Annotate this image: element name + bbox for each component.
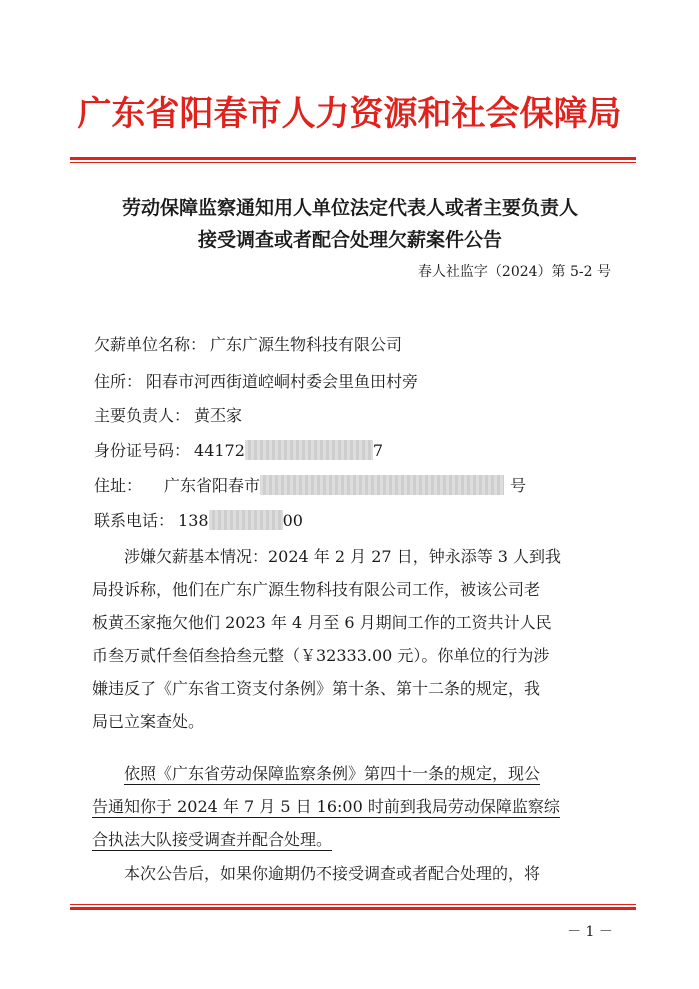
company-field — [94, 333, 402, 357]
phone-field — [94, 509, 303, 533]
id-prefix: 44172 — [194, 441, 245, 460]
premises-field — [94, 370, 418, 394]
legal-basis-line — [92, 757, 612, 790]
footer-rule-thin — [70, 904, 636, 905]
case-summary-line: 局投诉称，他们在广东广源生物科技有限公司工作，被该公司老 — [92, 580, 541, 599]
phone-label: 联系电话： — [94, 511, 175, 530]
address-field — [94, 474, 526, 498]
company-value: 广东广源生物科技有限公司 — [210, 335, 403, 354]
id-label: 身份证号码： — [94, 441, 191, 460]
case-summary-line: 币叁万贰仟叁佰叁拾叁元整（￥32333.00 元）。你单位的行为涉 — [92, 646, 550, 665]
company-label: 欠薪单位名称： — [94, 335, 207, 354]
phone-prefix: 138 — [178, 511, 209, 530]
phone-redaction — [209, 510, 283, 530]
organization-header: 广东省阳春市人力资源和社会保障局 — [77, 94, 622, 134]
address-prefix: 广东省阳春市 — [164, 476, 261, 495]
premises-label: 住所： — [94, 372, 143, 391]
case-summary-paragraph — [92, 540, 612, 738]
address-redaction — [260, 475, 504, 495]
address-label: 住址： — [94, 476, 143, 495]
id-redaction — [245, 440, 373, 460]
notice-title-line1: 劳动保障监察通知用人单位法定代表人或者主要负责人 — [121, 197, 578, 219]
case-summary-line: 嫌违反了《广东省工资支付条例》第十条、第十二条的规定，我 — [92, 679, 541, 698]
legal-basis-text: 合执法大队接受调查并配合处理。 — [92, 830, 333, 849]
header-rule-thin — [70, 162, 636, 163]
principal-field — [94, 404, 242, 428]
header-rule-thick — [70, 157, 636, 160]
legal-basis-text: 告通知你于 2024 年 7 月 5 日 16:00 时前到我局劳动保障监察综 — [92, 797, 560, 816]
warning-paragraph — [92, 857, 612, 890]
premises-value: 阳春市河西街道崆峒村委会里鱼田村旁 — [146, 372, 419, 391]
phone-suffix: 00 — [282, 511, 303, 530]
legal-basis-line — [92, 823, 612, 856]
warning-line: 本次公告后，如果你逾期仍不接受调查或者配合处理的，将 — [124, 864, 541, 883]
document-number: 春人社监字（2024）第 5-2 号 — [417, 264, 611, 280]
legal-basis-line — [92, 790, 612, 823]
page-number: － 1 － — [567, 924, 613, 940]
notice-title-line2: 接受调查或者配合处理欠薪案件公告 — [197, 229, 502, 251]
footer-rule-thick — [70, 907, 636, 910]
id-suffix: 7 — [372, 441, 384, 460]
legal-basis-paragraph — [92, 757, 612, 856]
principal-value: 黄丕家 — [194, 406, 243, 425]
principal-label: 主要负责人： — [94, 406, 191, 425]
legal-basis-text: 依照《广东省劳动保障监察条例》第四十一条的规定，现公 — [124, 764, 541, 783]
case-summary-line: 板黄丕家拖欠他们 2023 年 4 月至 6 月期间工作的工资共计人民 — [92, 613, 552, 632]
address-suffix: 号 — [510, 476, 527, 495]
case-summary-line: 涉嫌欠薪基本情况：2024 年 2 月 27 日，钟永添等 3 人到我 — [124, 547, 562, 566]
id-number-field — [94, 439, 383, 463]
case-summary-line: 局已立案查处。 — [92, 712, 205, 731]
